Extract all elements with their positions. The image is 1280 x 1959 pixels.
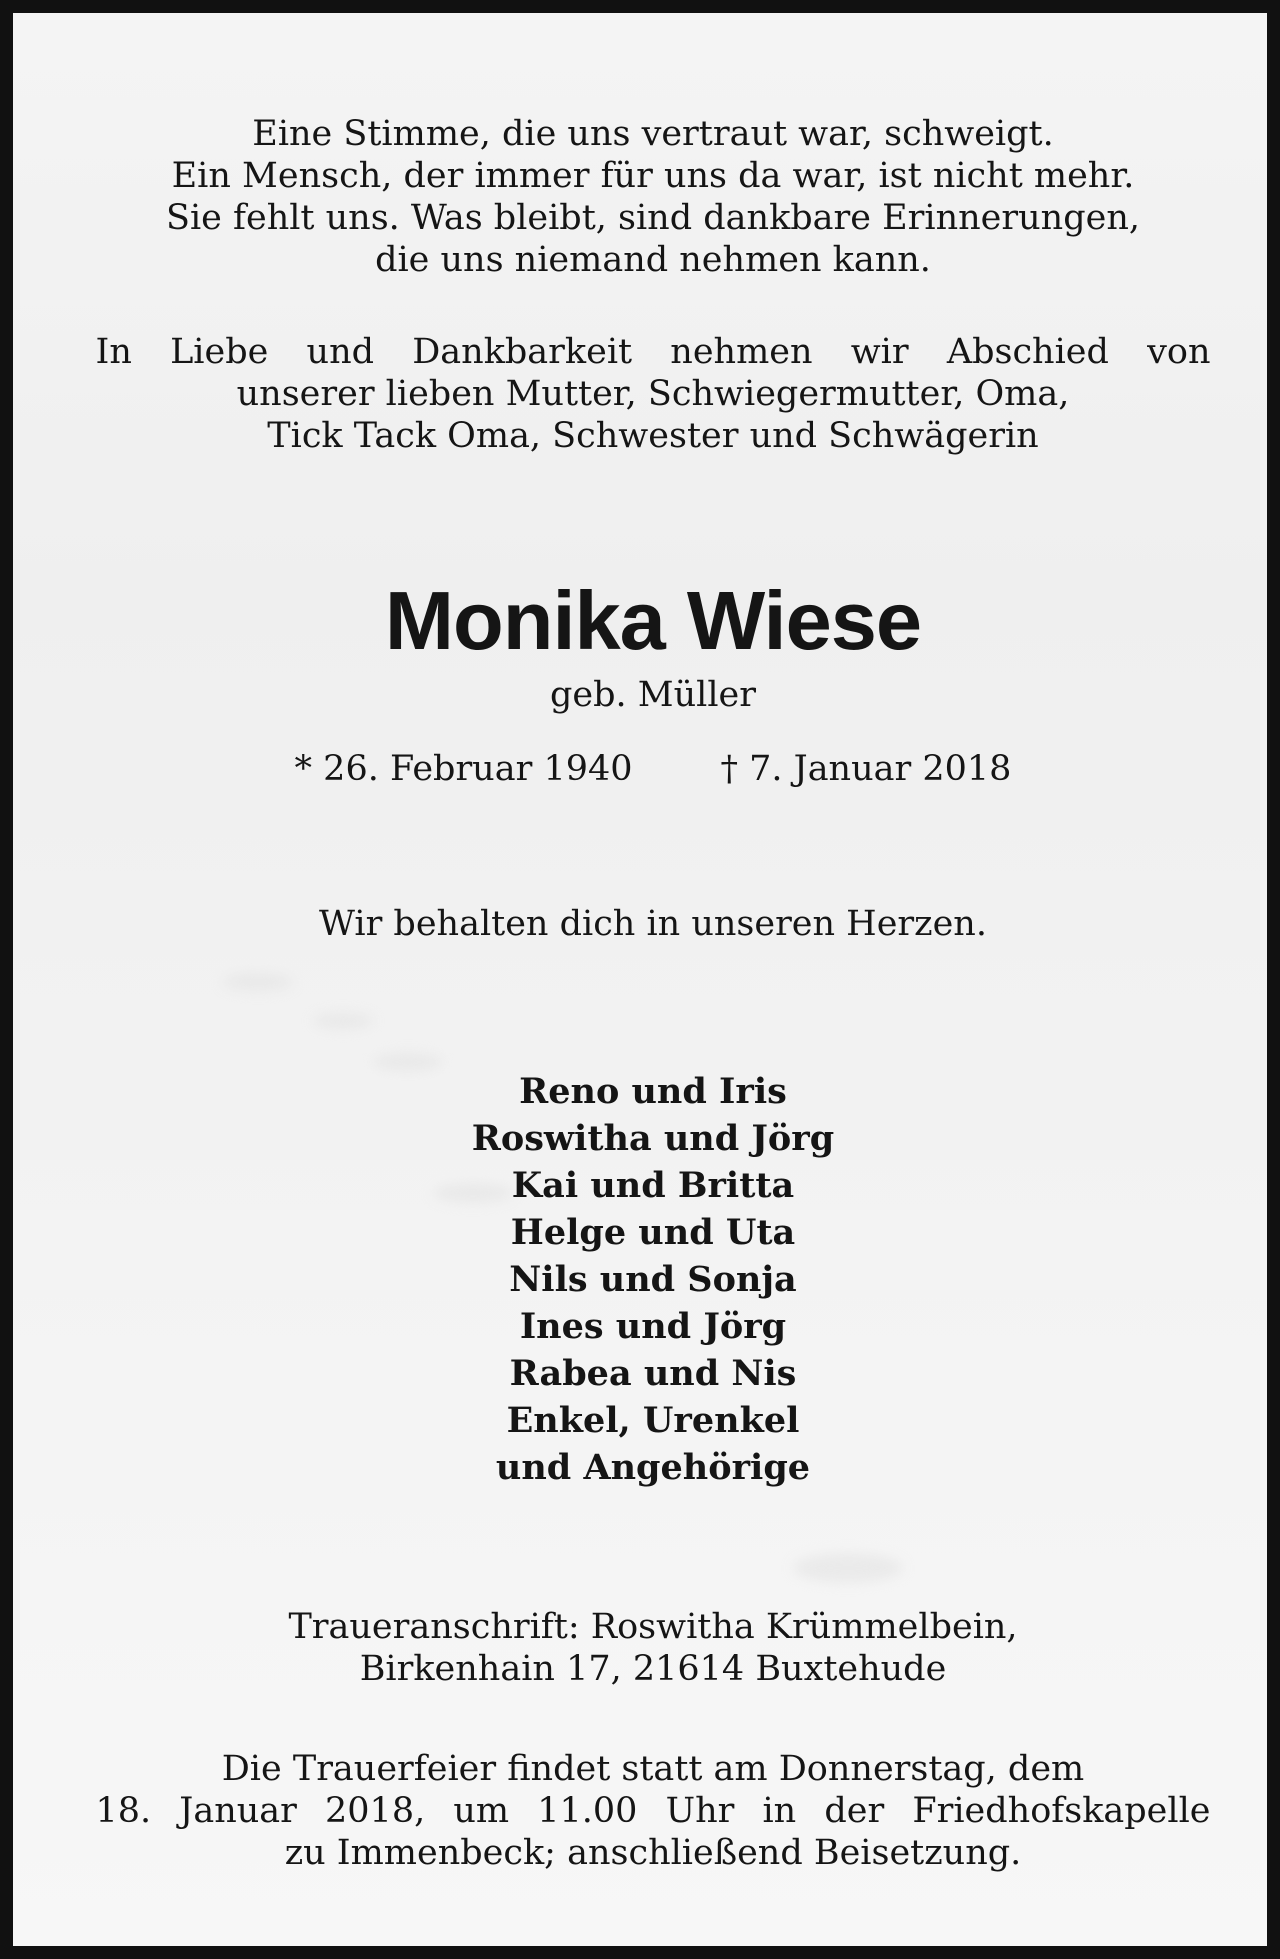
- intro-line: Sie fehlt uns. Was bleibt, sind dankbare Erinnerungen,: [166, 198, 1140, 238]
- birth-date: * 26. Februar 1940: [294, 749, 633, 789]
- family-member: Roswitha und Jörg: [471, 1118, 835, 1159]
- deceased-name: Monika Wiese: [384, 574, 922, 667]
- farewell-line: unserer lieben Mutter, Schwiegermutter, Oma,: [236, 374, 1070, 414]
- intro-line: die uns niemand nehmen kann.: [375, 240, 931, 280]
- life-dates: [26, 748, 1280, 790]
- maiden-name: geb. Müller: [550, 675, 756, 715]
- family-member: Reno und Iris: [519, 1071, 787, 1112]
- address-line: Birkenhain 17, 21614 Buxtehude: [359, 1649, 947, 1689]
- family-member: Rabea und Nis: [509, 1353, 797, 1394]
- death-date: † 7. Januar 2018: [720, 749, 1012, 789]
- address-line: Traueranschrift: Roswitha Krümmelbein,: [288, 1607, 1018, 1647]
- notice-content: [26, 26, 1280, 1959]
- family-member: Nils und Sonja: [509, 1259, 797, 1300]
- farewell-text: [26, 331, 1280, 457]
- family-member: Helge und Uta: [510, 1212, 796, 1253]
- farewell-line: Tick Tack Oma, Schwester und Schwägerin: [267, 416, 1039, 456]
- intro-poem: [26, 113, 1280, 281]
- intro-line: Ein Mensch, der immer für uns da war, ist nicht mehr.: [171, 156, 1135, 196]
- intro-line: Eine Stimme, die uns vertraut war, schweigt.: [252, 114, 1054, 154]
- family-member: und Angehörige: [495, 1447, 811, 1488]
- motto: Wir behalten dich in unseren Herzen.: [319, 904, 987, 944]
- family-member: Ines und Jörg: [519, 1306, 787, 1347]
- family-list: [26, 1068, 1280, 1491]
- funeral-service-info: [26, 1748, 1280, 1874]
- family-member: Enkel, Urenkel: [506, 1400, 800, 1441]
- mourning-address: [26, 1606, 1280, 1690]
- family-member: Kai und Britta: [511, 1165, 795, 1206]
- service-line: zu Immenbeck; anschließend Beisetzung.: [284, 1833, 1022, 1873]
- farewell-line: In Liebe und Dankbarkeit nehmen wir Abschied von: [95, 332, 1211, 372]
- service-line: 18. Januar 2018, um 11.00 Uhr in der Friedhofskapelle: [95, 1791, 1211, 1831]
- service-line: Die Trauerfeier findet statt am Donnerstag, dem: [221, 1749, 1085, 1789]
